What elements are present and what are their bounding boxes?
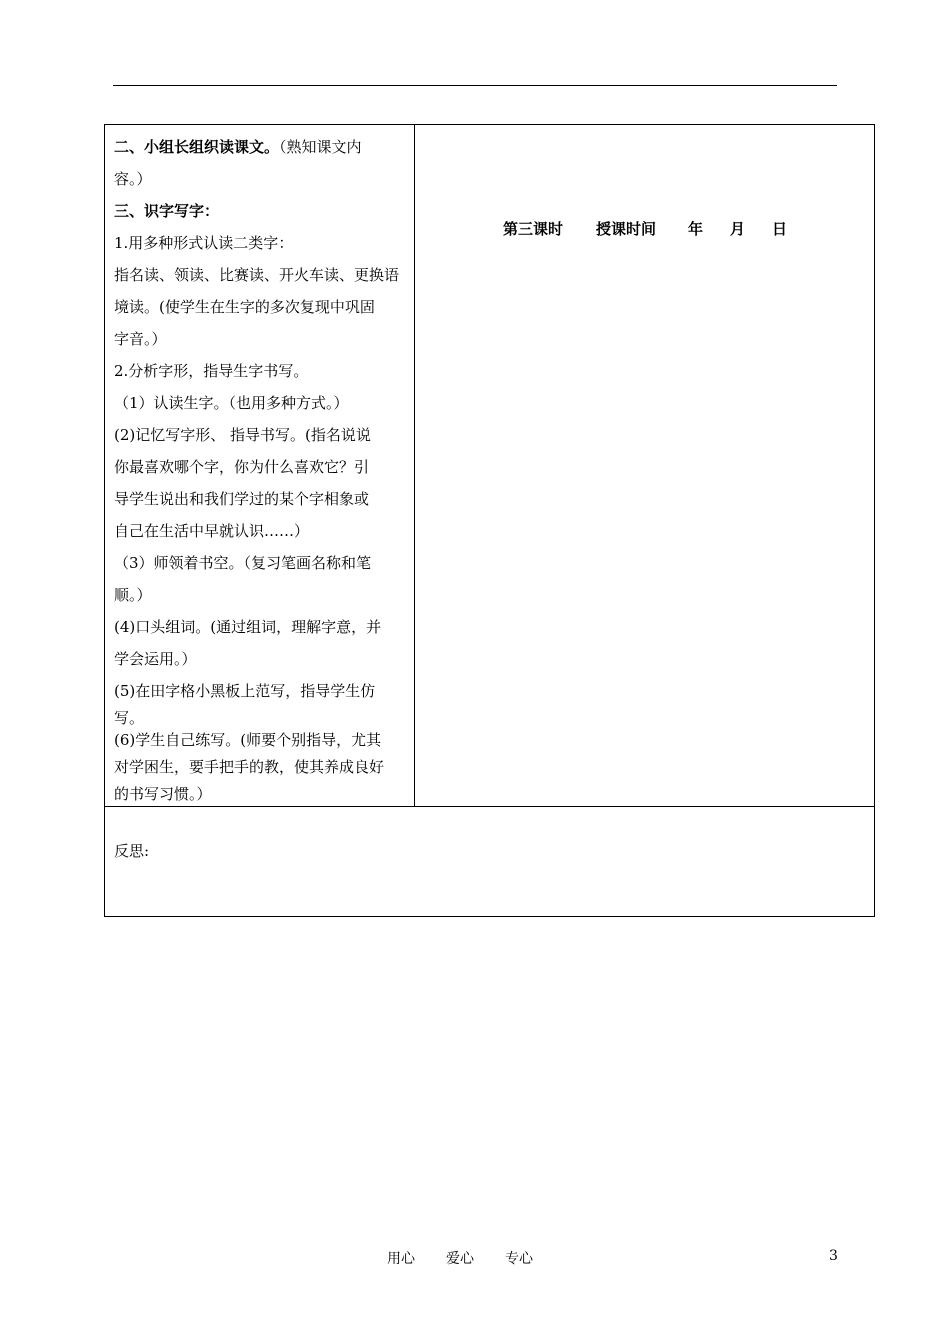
step-line: （3）师领着书空。（复习笔画名称和笔 (114, 554, 372, 572)
reflection-label: 反思: (114, 842, 150, 860)
step-line: 自己在生活中早就认识……） (114, 522, 310, 540)
footer-item: 专心 (505, 1251, 533, 1267)
day-label: 日 (772, 220, 788, 238)
teaching-steps-cell (105, 125, 415, 806)
month-label: 月 (730, 220, 746, 238)
step-line: 对学困生，要手把手的教，使其养成良好 (114, 758, 385, 776)
lesson-number: 第三课时 (503, 220, 564, 238)
lesson-header (503, 218, 787, 239)
step-line: 字音。） (114, 330, 167, 348)
step-line: 二、小组长组织读课文。（熟知课文内 (114, 138, 362, 156)
footer-item: 用心 (387, 1251, 415, 1267)
step-line: 写。 (114, 709, 145, 727)
footer-item: 爱心 (446, 1251, 474, 1267)
step-line: 导学生说出和我们学过的某个字相象或 (114, 490, 370, 508)
step-line: 2.分析字形，指导生字书写。 (114, 362, 309, 380)
step-line: 顺。） (114, 586, 152, 604)
step-line: (4)口头组词。(通过组词，理解字意，并 (114, 618, 382, 636)
page-footer (387, 1248, 533, 1268)
lesson-plan-table (104, 124, 875, 917)
step-line: (5)在田字格小黑板上范写，指导学生仿 (114, 682, 376, 700)
lesson-info-cell (415, 125, 874, 806)
section-heading: 二、小组长组织读课文。 (114, 138, 280, 156)
step-line: (6)学生自己练写。(师要个别指导，尤其 (114, 731, 382, 749)
page-number: 3 (829, 1248, 838, 1264)
step-line: 的书写习惯。） (114, 785, 212, 803)
step-line: 1.用多种形式认读二类字： (114, 234, 294, 252)
header-rule (113, 85, 837, 86)
step-line: 学会运用。） (114, 650, 197, 668)
reflection-row (105, 806, 874, 916)
step-line: 指名读、领读、比赛读、开火车读、更换语 (114, 266, 400, 284)
step-line: 你最喜欢哪个字，你为什么喜欢它？引 (114, 458, 370, 476)
teaching-time-label: 授课时间 (596, 220, 657, 238)
step-line: 境读。(使学生在生字的多次复现中巩固 (114, 298, 375, 316)
section-heading: 三、识字写字： (114, 202, 220, 220)
step-line: 容。） (114, 170, 152, 188)
step-line: (2)记忆写字形、 指导书写。(指名说说 (114, 426, 371, 444)
year-label: 年 (688, 220, 704, 238)
step-line: （1）认读生字。（也用多种方式。） (114, 394, 349, 412)
